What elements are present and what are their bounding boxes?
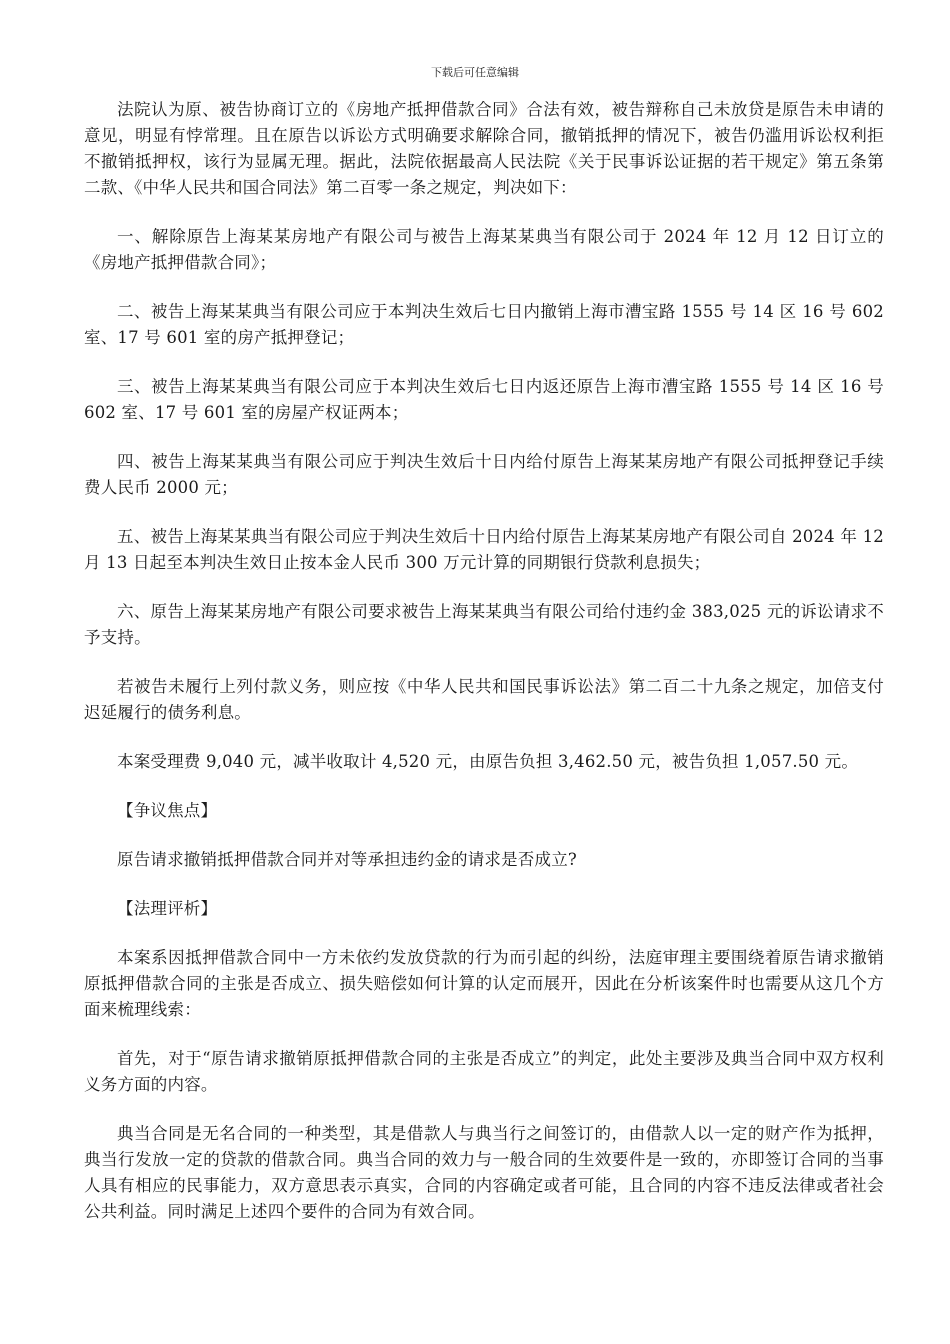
paragraph-judgment-item-4: 四、被告上海某某典当有限公司应于判决生效后十日内给付原告上海某某房地产有限公司抵押登记手续费人民币 2000 元；	[84, 452, 884, 497]
section-heading-dispute-focus: 【争议焦点】	[117, 801, 218, 820]
document-body	[84, 97, 884, 1248]
paragraph-judgment-item-1: 一、解除原告上海某某房地产有限公司与被告上海某某典当有限公司于 2024 年 12 月 12 日订立的《房地产抵押借款合同》；	[84, 227, 884, 272]
paragraph-judgment-item-3: 三、被告上海某某典当有限公司应于本判决生效后七日内返还原告上海市漕宝路 1555 号 14 区 16 号 602 室、17 号 601 室的房屋产权证两本；	[84, 377, 884, 422]
paragraph-dispute-question: 原告请求撤销抵押借款合同并对等承担违约金的请求是否成立?	[117, 850, 577, 869]
paragraph-analysis-intro: 本案系因抵押借款合同中一方未依约发放贷款的行为而引起的纠纷，法庭审理主要围绕着原告请求撤销原抵押借款合同的主张是否成立、损失赔偿如何计算的认定而展开，因此在分析该案件时也需要从这几个方面来梳理线索：	[84, 948, 884, 1019]
paragraph-case-fee: 本案受理费 9,040 元，减半收取计 4,520 元，由原告负担 3,462.50 元，被告负担 1,057.50 元。	[117, 752, 859, 771]
paragraph-pawn-contract: 典当合同是无名合同的一种类型，其是借款人与典当行之间签订的，由借款人以一定的财产作为抵押，典当行发放一定的贷款的借款合同。典当合同的效力与一般合同的生效要件是一致的，亦即签订合同的当事人具有相应的民事能力，双方意思表示真实，合同的内容确定或者可能，且合同的内容不违反法律或者社会公共利益。同时满足上述四个要件的合同为有效合同。	[84, 1124, 884, 1221]
paragraph-analysis-first: 首先，对于“原告请求撤销原抵押借款合同的主张是否成立”的判定，此处主要涉及典当合同中双方权利义务方面的内容。	[84, 1049, 884, 1094]
section-heading-legal-analysis: 【法理评析】	[117, 899, 218, 918]
paragraph-judgment-item-5: 五、被告上海某某典当有限公司应于判决生效后十日内给付原告上海某某房地产有限公司自 2024 年 12 月 13 日起至本判决生效日止按本金人民币 300 万元计算的同期银行贷款利息损失；	[84, 527, 884, 572]
page-header-note: 下载后可任意编辑	[431, 66, 519, 79]
paragraph-judgment-item-2: 二、被告上海某某典当有限公司应于本判决生效后七日内撤销上海市漕宝路 1555 号 14 区 16 号 602 室、17 号 601 室的房产抵押登记；	[84, 302, 884, 347]
paragraph-late-performance: 若被告未履行上列付款义务，则应按《中华人民共和国民事诉讼法》第二百二十九条之规定，加倍支付迟延履行的债务利息。	[84, 677, 884, 722]
paragraph-judgment-item-6: 六、原告上海某某房地产有限公司要求被告上海某某典当有限公司给付违约金 383,025 元的诉讼请求不予支持。	[84, 602, 884, 647]
paragraph-court-opinion: 法院认为原、被告协商订立的《房地产抵押借款合同》合法有效，被告辩称自己未放贷是原告未申请的意见，明显有悖常理。且在原告以诉讼方式明确要求解除合同，撤销抵押的情况下，被告仍滥用诉讼权利拒不撤销抵押权，该行为显属无理。据此，法院依据最高人民法院《关于民事诉讼证据的若干规定》第五条第二款、《中华人民共和国合同法》第二百零一条之规定，判决如下：	[84, 100, 884, 197]
